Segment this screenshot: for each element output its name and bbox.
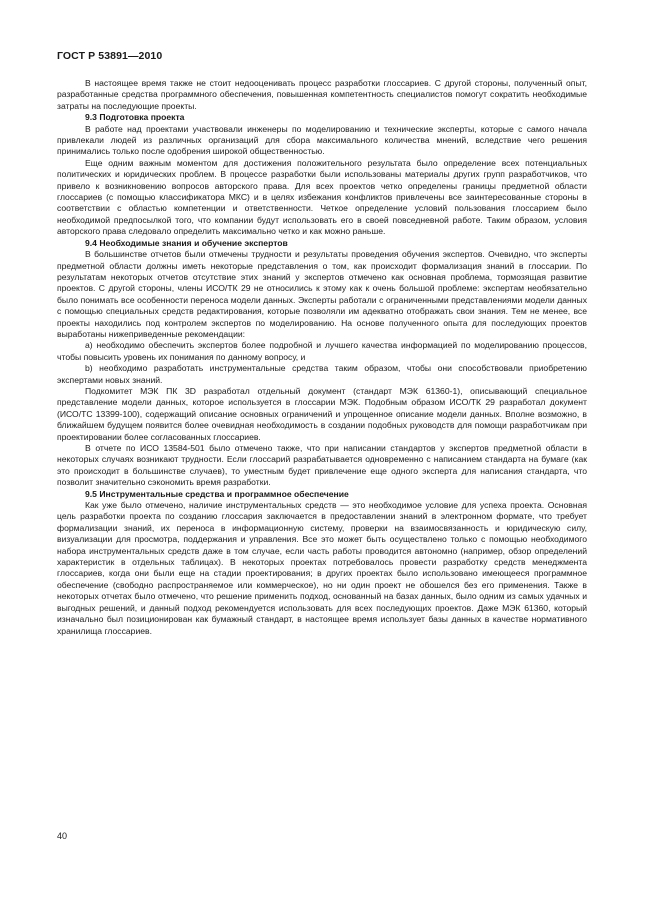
paragraph: В отчете по ИСО 13584-501 было отмечено также, что при написании стандартов у экспертов предметной области в некоторых случаях возникают трудности. Если глоссарий разрабатывается одновременно с написанием стандарта на бумаге (как это происходит в большинстве случаев), то уместным будет привлечение еще одного эксперта для написания стандарта, что позволит значительно сэкономить время разработки. xyxy=(57,443,587,488)
document-body xyxy=(57,78,587,637)
paragraph: Как уже было отмечено, наличие инструментальных средств — это необходимое условие для успеха проекта. Основная цель разработки проекта по созданию глоссария заключается в предоставлении знаний в электронном формате, что требует формализации знаний, их переноса в информационную систему, проверки на взаимосвязанность и юридическую силу, визуализации для просмотра, поддержания и управления. Все это может быть осуществлено только с помощью необходимого набора инструментальных средств даже в том случае, если часть работы проводится автономно (например, обзор определений характеристик в отдельных таблицах). В некоторых проектах потребовалось провести разработку средств менеджмента глоссариев, когда они были еще на стадии проектирования; в других проектах было использовано имеющееся программное обеспечение (свободно распространяемое или коммерческое), но ни один проект не обошелся без его применения. Также в некоторых отчетах было отмечено, что решение применить подход, основанный на базах данных, было одним из самых удачных и выгодных решений, и данный подход рекомендуется использовать для всех последующих проектов. Даже МЭК 61360, который изначально был позиционирован как бумажный стандарт, в настоящее время использует базы данных в качестве нормативного хранилища глоссариев. xyxy=(57,500,587,636)
page-number: 40 xyxy=(57,831,68,841)
section-heading-9-5: 9.5 Инструментальные средства и программное обеспечение xyxy=(85,488,349,499)
paragraph: В большинстве отчетов были отмечены трудности и результаты проведения обучения экспертов. Очевидно, что эксперты предметной области должны иметь некоторые представления о том, как происходит формализация знаний в глоссарии. По результатам некоторых отчетов отсутствие этих знаний у экспертов отмечено как основная проблема, тормозящая развитие проектов. С другой стороны, члены ИСО/ТК 29 не относились к этому как к очень большой проблеме: экспертам необязательно было понимать все особенности переноса модели данных. Эксперты работали с ограниченными представлениями модели данных с помощью специальных средств редактирования, которые позволяли им адекватно отображать свои знания. Тем не менее, все проекты находились под контролем экспертов по моделированию. На основе полученного опыта для последующих проектов выработаны нижеприведенные рекомендации: xyxy=(57,249,587,339)
paragraph-intro: В настоящее время также не стоит недооценивать процесс разработки глоссариев. С другой стороны, полученный опыт, разработанные средства программного обеспечения, повышенная компетентность специалистов помогут сократить необходимые затраты на последующие проекты. xyxy=(57,78,587,111)
section-heading-9-3: 9.3 Подготовка проекта xyxy=(85,112,185,123)
paragraph: Подкомитет МЭК ПК 3D разработал отдельный документ (стандарт МЭК 61360-1), описывающий специальное представление модели данных, которое используется в глоссарии МЭК. Подобным образом ИСО/ТК 29 разработал документ (ИСО/ТС 13399-100), содержащий описание основных ограничений и упрощенное описание модели данных. Вполне возможно, в ближайшем будущем появится более очевидная необходимость в создании подобных руководств для помощи разработчикам при проектировании более согласованных глоссариев. xyxy=(57,385,587,442)
list-item-a: a) необходимо обеспечить экспертов более подробной и лучшего качества информацией по моделированию процессов, чтобы повысить уровень их понимания по данному вопросу, и xyxy=(57,340,587,362)
paragraph: Еще одним важным моментом для достижения положительного результата было определение всех потенциальных политических и юридических проблем. В процессе разработки были использованы материалы других групп разработчиков, что привело к возникновению вопросов авторского права. Для всех проектов четко определены границы предметной области глоссариев (с помощью классификатора МКС) и в целях избежания конфликтов привлечены все заинтересованные стороны в соответствии с областью компетенции и ответственности. Четкое определение условий пользования глоссарием было необходимой предпосылкой того, что компании будут использовать его в своей повседневной работе. Таким образом, условия авторского права следовало определить максимально четко и как можно раньше. xyxy=(57,157,587,237)
page-header-standard-id: ГОСТ Р 53891—2010 xyxy=(57,50,163,62)
paragraph: В работе над проектами участвовали инженеры по моделированию и технические эксперты, которые с самого начала привлекали людей из различных организаций для сбора максимального количества мнений, вследствие чего решения принимались только после одобрения широкой общественностью. xyxy=(57,123,587,157)
list-item-b: b) необходимо разработать инструментальные средства таким образом, чтобы они способствовали приобретению экспертами новых знаний. xyxy=(57,363,587,385)
section-heading-9-4: 9.4 Необходимые знания и обучение экспертов xyxy=(85,237,288,248)
